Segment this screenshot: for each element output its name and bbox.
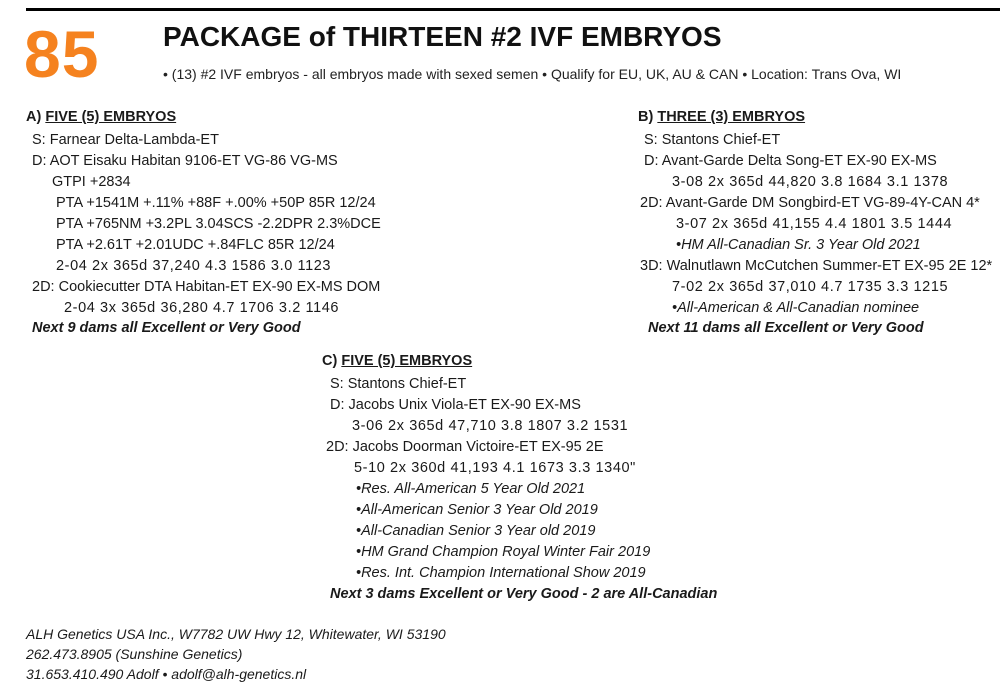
section-a-next-dams: Next 9 dams all Excellent or Very Good [32, 320, 301, 336]
section-c-next-dams: Next 3 dams Excellent or Very Good - 2 are All-Canadian [330, 586, 718, 602]
contact-address: ALH Genetics USA Inc., W7782 UW Hwy 12, Whitewater, WI 53190 [26, 626, 446, 642]
lot-subtitle: • (13) #2 IVF embryos - all embryos made with sexed semen • Qualify for EU, UK, AU & CAN • Location: Trans Ova, WI [163, 66, 902, 82]
section-b-great-granddam-record: 7-02 2x 365d 37,010 4.7 1735 3.3 1215 [672, 279, 949, 295]
section-b-granddam-record: 3-07 2x 365d 41,155 4.4 1801 3.5 1444 [676, 216, 953, 232]
section-c-title: FIVE (5) EMBRYOS [341, 353, 473, 369]
section-b-heading [638, 108, 805, 126]
section-a-dam: D: AOT Eisaku Habitan 9106-ET VG-86 VG-MS [32, 153, 338, 169]
section-b-dam: D: Avant-Garde Delta Song-ET EX-90 EX-MS [644, 153, 937, 169]
section-a-heading [26, 108, 176, 126]
contact-email: 31.653.410.490 Adolf • adolf@alh-genetics.nl [26, 666, 307, 682]
section-b-sire: S: Stantons Chief-ET [644, 132, 781, 148]
section-c-award-3: •All-Canadian Senior 3 Year old 2019 [356, 523, 596, 539]
section-c-dam: D: Jacobs Unix Viola-ET EX-90 EX-MS [330, 397, 581, 413]
section-a-sire: S: Farnear Delta-Lambda-ET [32, 132, 219, 148]
section-c-granddam: 2D: Jacobs Doorman Victoire-ET EX-95 2E [326, 439, 604, 455]
section-b-granddam: 2D: Avant-Garde DM Songbird-ET VG-89-4Y-CAN 4* [640, 195, 980, 211]
lot-title: PACKAGE of THIRTEEN #2 IVF EMBRYOS [163, 21, 722, 52]
section-b-title: THREE (3) EMBRYOS [657, 109, 806, 125]
section-c-letter: C) [322, 353, 338, 369]
top-rule [26, 8, 1000, 11]
section-c-award-4: •HM Grand Champion Royal Winter Fair 2019 [356, 544, 651, 560]
section-a-pta-3: PTA +2.61T +2.01UDC +.84FLC 85R 12/24 [56, 237, 335, 253]
section-a-pta-2: PTA +765NM +3.2PL 3.04SCS -2.2DPR 2.3%DCE [56, 216, 381, 232]
section-b-great-granddam: 3D: Walnutlawn McCutchen Summer-ET EX-95 2E 12* [640, 258, 993, 274]
section-c-award-5: •Res. Int. Champion International Show 2019 [356, 565, 646, 581]
lot-number: 85 [24, 17, 100, 91]
section-c-award-2: •All-American Senior 3 Year Old 2019 [356, 502, 598, 518]
section-b-great-granddam-award: •All-American & All-Canadian nominee [672, 300, 920, 316]
section-a-title: FIVE (5) EMBRYOS [45, 109, 177, 125]
section-b-next-dams: Next 11 dams all Excellent or Very Good [648, 320, 924, 336]
section-a-gtpi: GTPI +2834 [52, 174, 131, 190]
section-a-granddam-record: 2-04 3x 365d 36,280 4.7 1706 3.2 1146 [64, 300, 340, 316]
section-c-granddam-record: 5-10 2x 360d 41,193 4.1 1673 3.3 1340" [354, 460, 636, 476]
section-a-granddam: 2D: Cookiecutter DTA Habitan-ET EX-90 EX-MS DOM [32, 279, 381, 295]
contact-phone: 262.473.8905 (Sunshine Genetics) [26, 646, 243, 662]
section-b-dam-record: 3-08 2x 365d 44,820 3.8 1684 3.1 1378 [672, 174, 949, 190]
section-a-dam-record: 2-04 2x 365d 37,240 4.3 1586 3.0 1123 [56, 258, 332, 274]
section-a-letter: A) [26, 109, 42, 125]
section-c-sire: S: Stantons Chief-ET [330, 376, 467, 392]
section-c-heading [322, 352, 472, 370]
section-c-dam-record: 3-06 2x 365d 47,710 3.8 1807 3.2 1531 [352, 418, 629, 434]
section-b-granddam-award: •HM All-Canadian Sr. 3 Year Old 2021 [676, 237, 921, 253]
section-a-pta-1: PTA +1541M +.11% +88F +.00% +50P 85R 12/24 [56, 195, 376, 211]
section-b-letter: B) [638, 109, 654, 125]
section-c-award-1: •Res. All-American 5 Year Old 2021 [356, 481, 586, 497]
